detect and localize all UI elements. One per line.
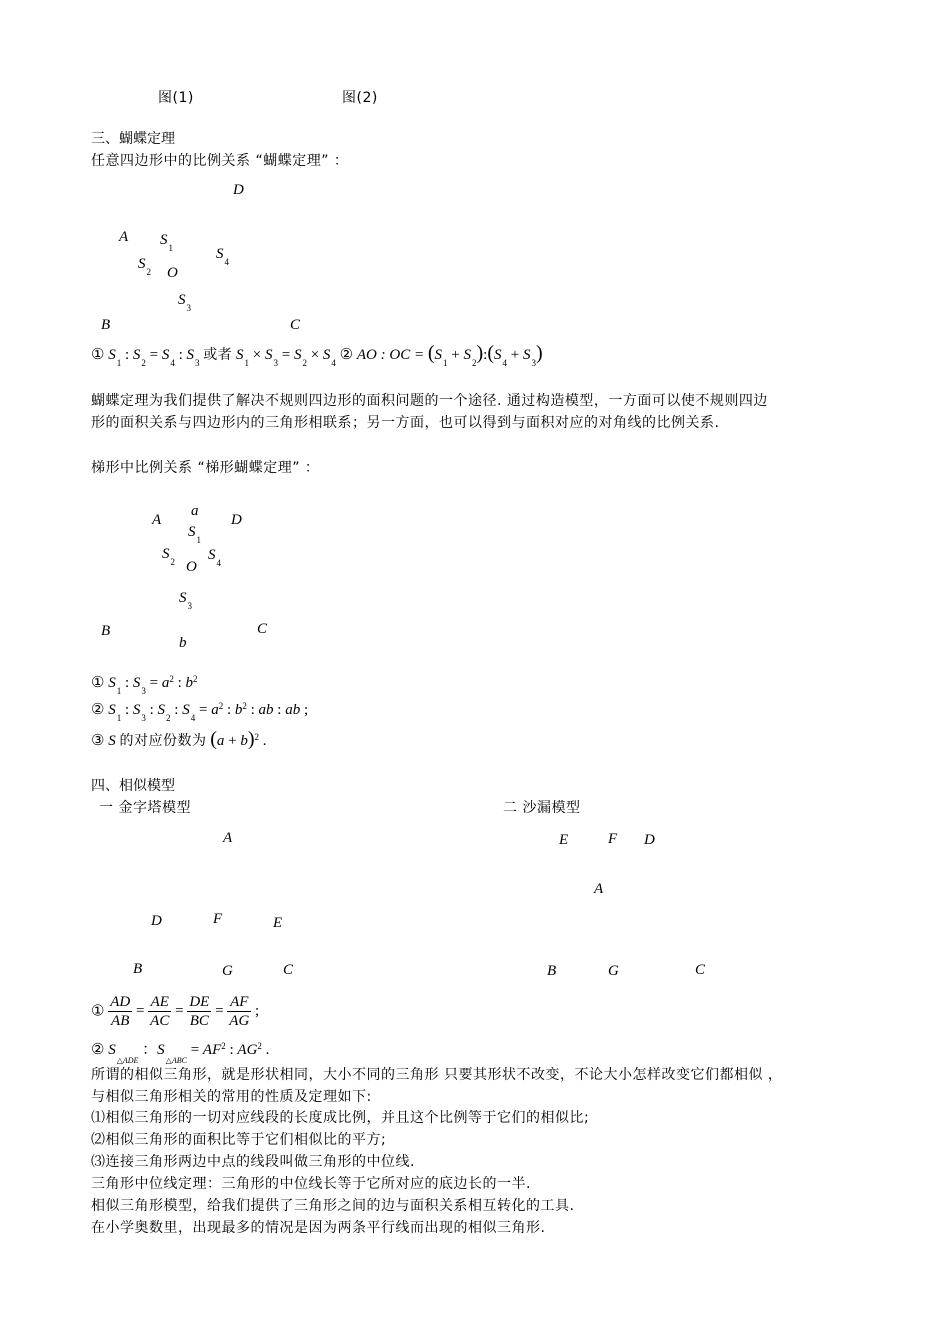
similar-area-formula: ② $S_{\triangle ADE}$ ：$S_{\triangle ABC} = AF^2$ : $AG^2$ .: [91, 1041, 270, 1065]
caption-figure-2: 图(2): [342, 90, 378, 106]
area-label-s2: $S_2$: [138, 256, 151, 277]
vertex-label-g: G: [608, 963, 619, 979]
subheading-pyramid-model: 一 金字塔模型: [99, 800, 191, 816]
vertex-label-d: D: [151, 913, 162, 929]
similar-model-note: 相似三角形模型，给我们提供了三角形之间的边与面积关系相互转化的工具.: [91, 1198, 575, 1214]
center-label-o: O: [186, 559, 197, 575]
similar-ratio-formula: ① $\frac{AD}{AB}$ = $\frac{AE}{AC}$ = $\frac{DE}{BC}$ = $\frac{AF}{AG}$ ;: [91, 994, 260, 1029]
vertex-label-c: C: [695, 962, 706, 978]
area-label-s3: $S_3$: [178, 292, 191, 313]
vertex-label-a: A: [119, 229, 129, 245]
vertex-label-c: C: [290, 317, 301, 333]
butterfly-description-line1: 蝴蝶定理为我们提供了解决不规则四边形的面积问题的一个途径. 通过构造模型，一方面可以使不规则四边: [91, 393, 768, 409]
butterfly-description-line2: 形的面积关系与四边形内的三角形相联系；另一方面，也可以得到与面积对应的对角线的比例关系.: [91, 415, 720, 431]
olympiad-note: 在小学奥数里，出现最多的情况是因为两条平行线而出现的相似三角形.: [91, 1220, 546, 1236]
area-label-s2: $S_2$: [162, 546, 175, 567]
trapezoid-formula-1: ① $S_1$ : $S_3 = a^2$ : $b^2$: [91, 674, 198, 696]
subheading-hourglass-model: 二 沙漏模型: [503, 800, 581, 816]
vertex-label-b: B: [101, 317, 111, 333]
vertex-label-b: B: [101, 623, 111, 639]
vertex-label-g: G: [222, 963, 233, 979]
vertex-label-f: F: [608, 831, 618, 847]
similar-text-line-1: 所谓的相似三角形，就是形状相同，大小不同的三角形 只要其形状不改变，不论大小怎样改变它们都相似 ，: [91, 1067, 783, 1083]
similar-property-3: ⑶连接三角形两边中点的线段叫做三角形的中位线.: [91, 1154, 415, 1170]
vertex-label-c: C: [283, 962, 294, 978]
vertex-label-b: B: [133, 961, 143, 977]
section-heading-similar: 四、相似模型: [91, 778, 175, 794]
area-label-s1: $S_1$: [188, 524, 201, 545]
area-label-s4: $S_4$: [208, 547, 221, 568]
vertex-label-b: B: [547, 963, 557, 979]
similar-text-line-2: 与相似三角形相关的常用的性质及定理如下:: [91, 1089, 372, 1105]
vertex-label-a: A: [223, 830, 233, 846]
similar-property-2: ⑵相似三角形的面积比等于它们相似比的平方;: [91, 1132, 387, 1148]
trapezoid-formula-3: ③ S 的对应份数为 $(a + b)^2$ .: [91, 728, 267, 750]
area-label-s4: $S_4$: [216, 246, 229, 267]
area-label-s3: $S_3$: [179, 590, 192, 611]
vertex-label-a: A: [594, 881, 604, 897]
top-base-label-a: a: [191, 503, 199, 519]
caption-figure-1: 图(1): [158, 90, 194, 106]
vertex-label-c: C: [257, 621, 268, 637]
trapezoid-intro: 梯形中比例关系 “梯形蝴蝶定理” ：: [91, 460, 320, 476]
section-heading-butterfly: 三、蝴蝶定理: [91, 131, 175, 147]
vertex-label-a: A: [152, 512, 162, 528]
vertex-label-f: F: [213, 911, 223, 927]
vertex-label-e: E: [559, 832, 569, 848]
vertex-label-d: D: [644, 832, 655, 848]
vertex-label-d: D: [231, 512, 242, 528]
vertex-label-e: E: [273, 915, 283, 931]
trapezoid-formula-2: ② $S_1$ : $S_3$ : $S_2$ : $S_4 = a^2$ : $b^2$ : ab : ab ;: [91, 701, 309, 723]
vertex-label-d: D: [233, 182, 244, 198]
center-label-o: O: [167, 265, 178, 281]
butterfly-formula: ① $S_1$ : $S_2 = S_4$ : $S_3$ 或者 $S_1 \times S_3 = S_2 \times S_4$ ② AO : OC = ($S_1$ + $S_2):(S_4 + S_3)$: [91, 342, 543, 368]
midline-theorem: 三角形中位线定理：三角形的中位线长等于它所对应的底边长的一半.: [91, 1176, 531, 1192]
bottom-base-label-b: b: [179, 635, 187, 651]
area-label-s1: $S_1$: [160, 232, 173, 253]
butterfly-intro: 任意四边形中的比例关系 “蝴蝶定理” ：: [91, 153, 349, 169]
similar-property-1: ⑴相似三角形的一切对应线段的长度成比例，并且这个比例等于它们的相似比;: [91, 1110, 590, 1126]
